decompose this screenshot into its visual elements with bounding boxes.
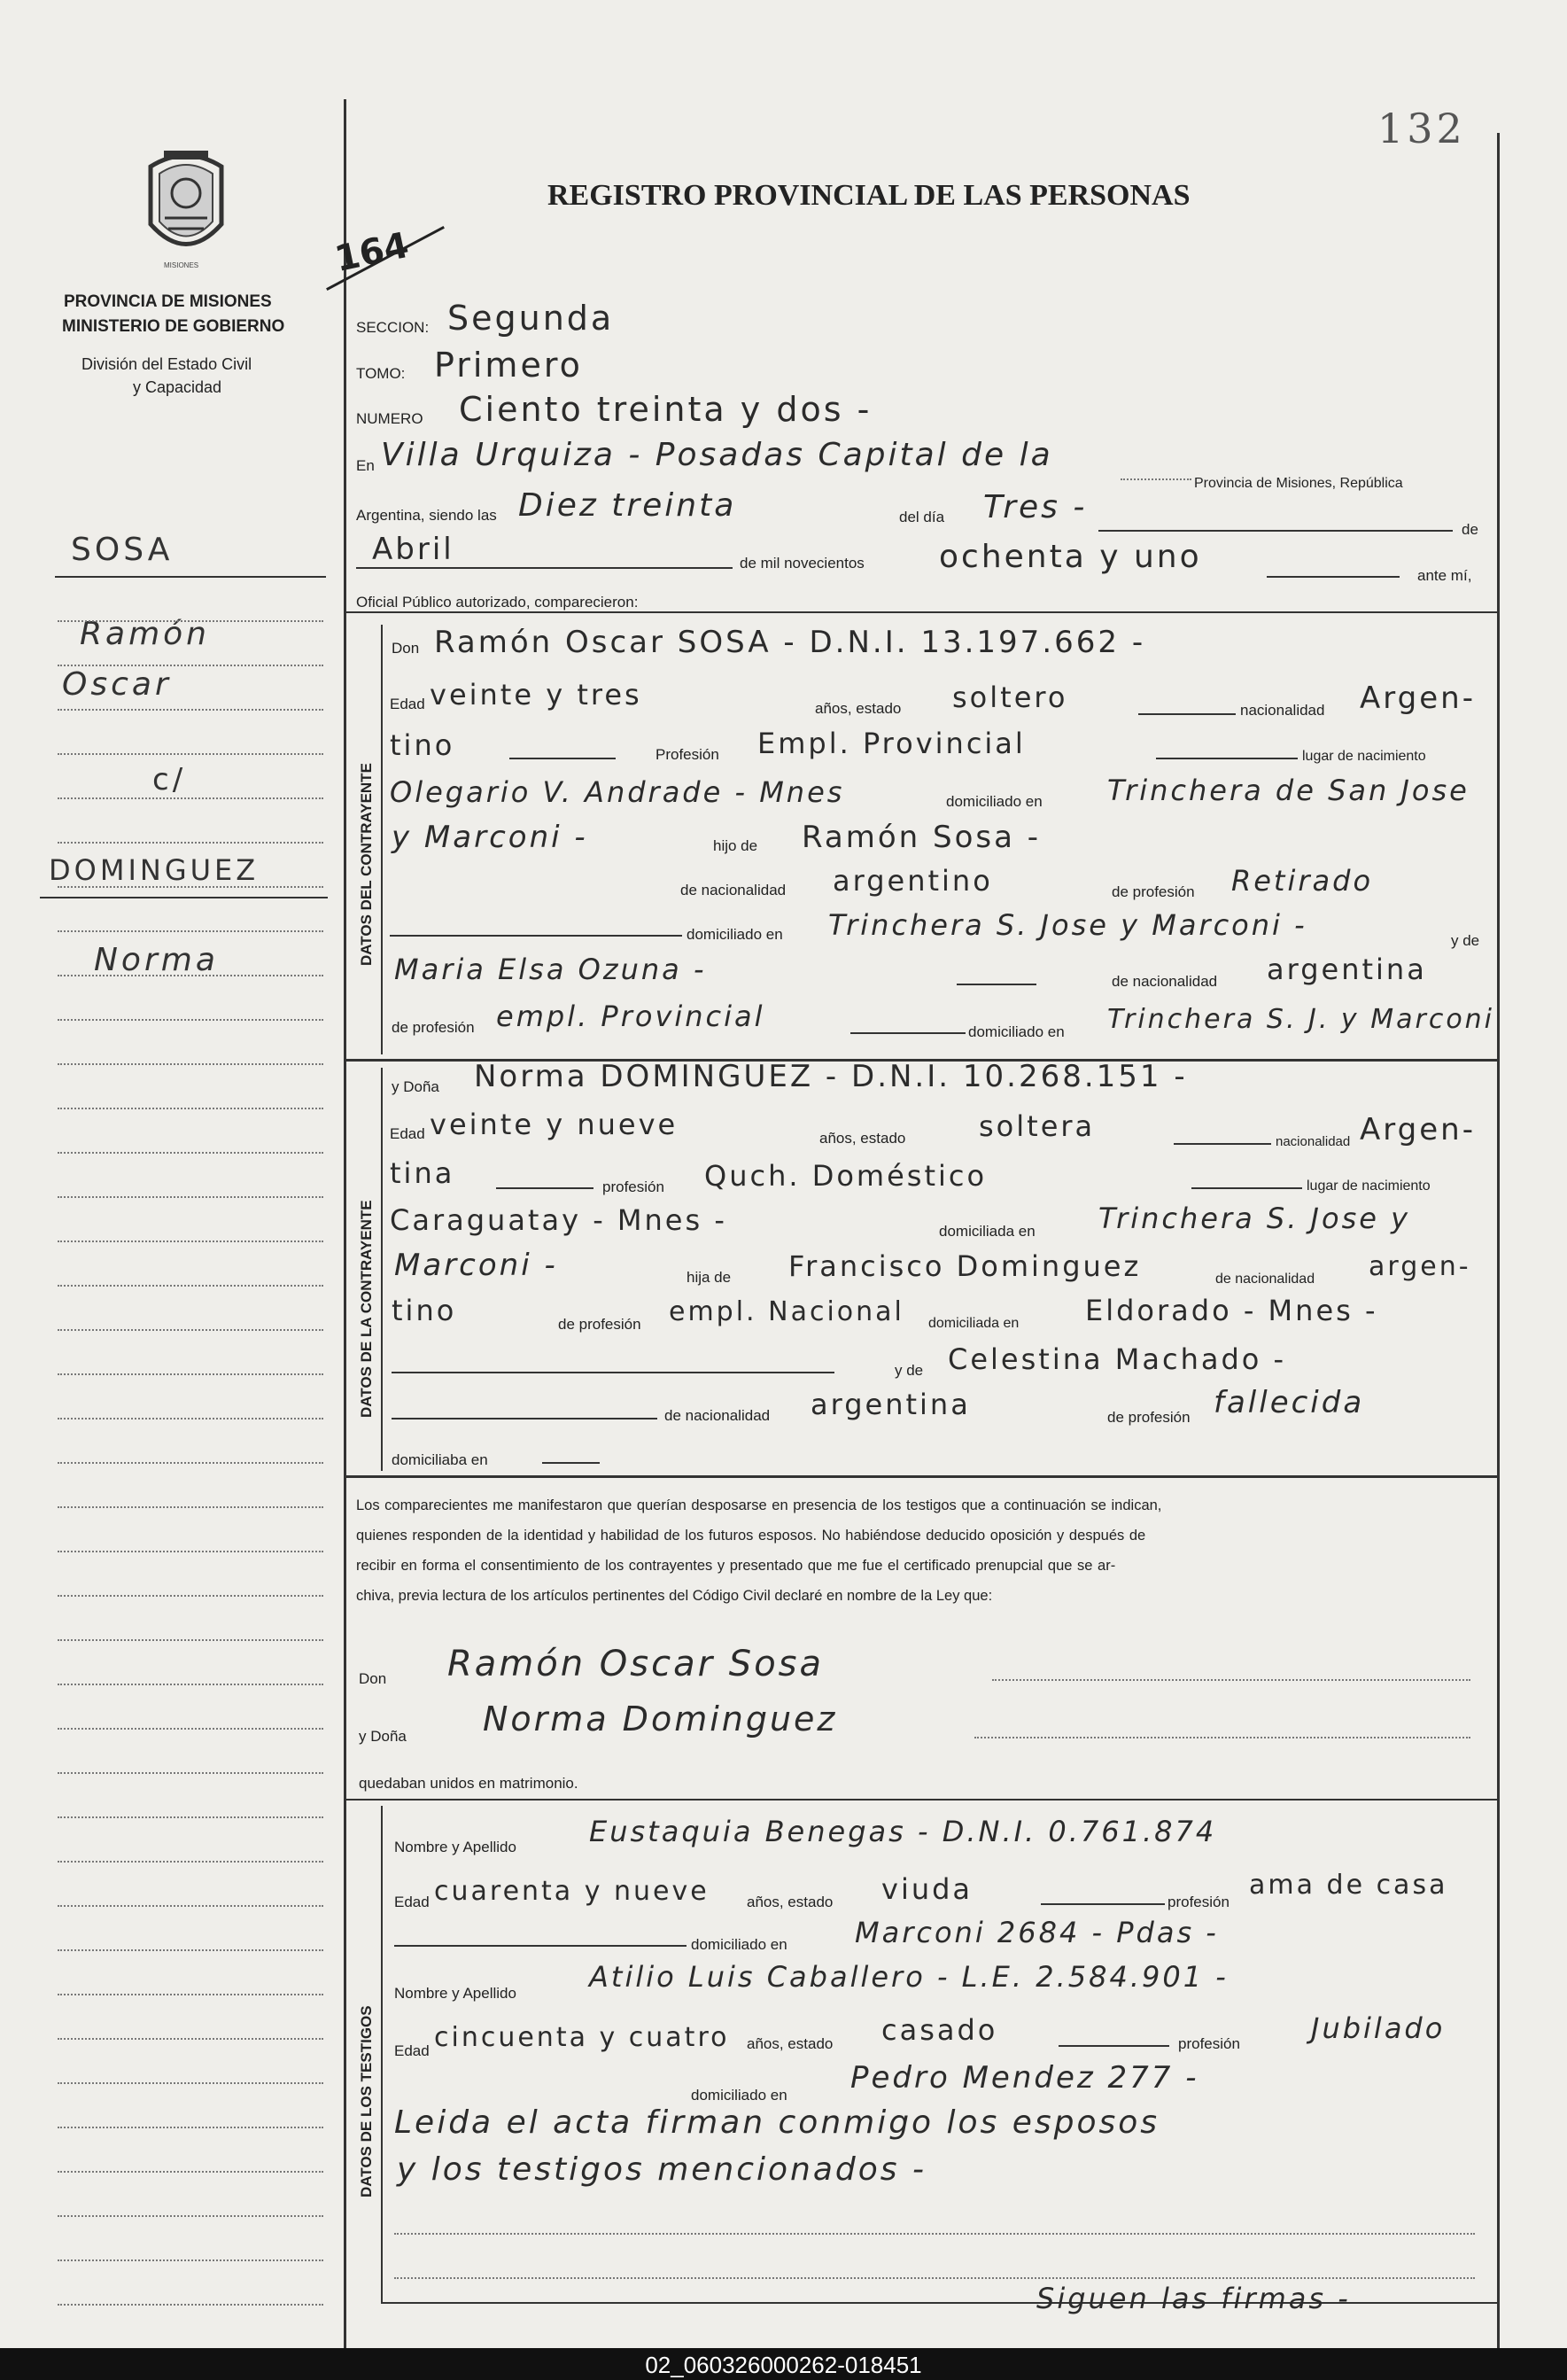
unidos-text: quedaban unidos en matrimonio.	[359, 1775, 578, 1792]
bride-prof: Quch. Doméstico	[704, 1159, 988, 1193]
bride-father-dom: Eldorado - Mnes -	[1085, 1294, 1378, 1327]
margin-ruled-line	[58, 2215, 323, 2217]
t1-edad-label: Edad	[394, 1894, 430, 1910]
bride-name: Norma DOMINGUEZ - D.N.I. 10.268.151 -	[474, 1059, 1188, 1094]
testigos-section-label: DATOS DE LOS TESTIGOS	[358, 2005, 375, 2197]
numero-value: Ciento treinta y dos -	[459, 390, 873, 429]
contrayente-section-label: DATOS DEL CONTRAYENTE	[358, 763, 375, 966]
provincial-seal-icon	[133, 140, 239, 273]
stamp-number: 164	[331, 224, 413, 281]
bride-mother-nac: argentina	[811, 1388, 971, 1421]
margin-ruled-line	[58, 1684, 323, 1685]
margin-ruled-line	[58, 975, 323, 976]
groom-estado-label: años, estado	[815, 700, 902, 717]
bride-dom-label: domiciliada en	[939, 1223, 1036, 1240]
margin-ruled-line	[58, 1329, 323, 1331]
t1-dom-label: domiciliado en	[691, 1936, 787, 1953]
t2-dom-label: domiciliado en	[691, 2087, 787, 2104]
t1-nombre-label: Nombre y Apellido	[394, 1839, 516, 1855]
margin-ruled-line	[58, 842, 323, 844]
bride-nac: Argen-	[1360, 1112, 1476, 1147]
groom-nac-label: nacionalidad	[1240, 702, 1325, 719]
margin-ruled-line	[58, 886, 323, 888]
margin-second-name: Oscar	[62, 666, 172, 703]
bride-dom-cont: Marconi -	[394, 1248, 558, 1283]
margin-ruled-line	[58, 2304, 323, 2306]
t2-prof-label: profesión	[1178, 2035, 1240, 2052]
margin-ruled-line	[58, 1949, 323, 1951]
margin-ruled-line	[58, 2127, 323, 2128]
seccion-value: Segunda	[447, 299, 615, 338]
margin-first-name: Ramón	[80, 616, 210, 652]
numero-label: NUMERO	[356, 410, 423, 427]
groom-mother-nac: argentina	[1267, 953, 1427, 986]
margin-ruled-line	[58, 1639, 323, 1641]
margin-ruled-line	[58, 1108, 323, 1109]
margin-ruled-line	[58, 2171, 323, 2173]
margin-ruled-line	[58, 1772, 323, 1774]
margin-ruled-line	[58, 1462, 323, 1464]
page-number: 132	[1377, 105, 1466, 152]
margin-ruled-line	[58, 930, 323, 932]
t2-edad-label: Edad	[394, 2042, 430, 2059]
groom-name: Ramón Oscar SOSA - D.N.I. 13.197.662 -	[434, 625, 1146, 660]
declaration-line-3: recibir en forma el consentimiento de los contrayentes y presentado que me fue el certificado prenupcial que se ar-	[356, 1558, 1116, 1574]
groom-edad: veinte y tres	[430, 678, 642, 712]
hora-value: Diez treinta	[518, 487, 737, 524]
margin-ruled-line	[58, 1905, 323, 1907]
declaration-line-2: quienes responden de la identidad y habilidad de los futuros esposos. No habiéndose deducido oposición y después de	[356, 1528, 1146, 1544]
anio-value: ochenta y uno	[939, 539, 1202, 575]
t2-estado-label: años, estado	[747, 2035, 834, 2052]
t2-name: Atilio Luis Caballero - L.E. 2.584.901 -	[589, 1960, 1229, 1994]
bride-pnac-label: de nacionalidad	[1215, 1272, 1315, 1287]
margin-ruled-line	[58, 2082, 323, 2084]
margin-ruled-line	[58, 1816, 323, 1818]
margin-ruled-line	[58, 2038, 323, 2040]
margin-ruled-line	[58, 1285, 323, 1287]
groom-mother-dom: Trinchera S. J. y Marconi	[1107, 1004, 1495, 1035]
groom-mprof-label: de profesión	[392, 1019, 475, 1036]
groom-father-nac: argentino	[833, 864, 993, 898]
bride-hija-label: hija de	[687, 1269, 732, 1286]
en-value: Villa Urquiza - Posadas Capital de la	[381, 437, 1053, 473]
groom-pnac-label: de nacionalidad	[680, 882, 787, 898]
groom-mother: Maria Elsa Ozuna -	[394, 953, 707, 986]
groom-dom-label: domiciliado en	[946, 793, 1043, 810]
decl-dona-label: y Doña	[359, 1728, 407, 1745]
t1-dom: Marconi 2684 - Pdas -	[855, 1916, 1219, 1949]
de-mil-label: de mil novecientos	[740, 555, 865, 572]
groom-prof-label: Profesión	[656, 746, 719, 763]
bride-edad: veinte y nueve	[430, 1108, 679, 1141]
closing-line-1: Leida el acta firman conmigo los esposos	[394, 2104, 1160, 2141]
right-column-rule	[1497, 133, 1500, 2348]
footer-id: 02_060326000262-018451	[645, 2352, 922, 2378]
bride-mother: Celestina Machado -	[948, 1342, 1287, 1376]
t2-edad: cincuenta y cuatro	[434, 2022, 730, 2053]
bride-mnac-label: de nacionalidad	[664, 1407, 771, 1424]
groom-edad-label: Edad	[390, 696, 425, 712]
header-division: División del Estado Civil	[81, 355, 252, 373]
bride-mprof-label: de profesión	[1107, 1409, 1191, 1426]
contrayenta-section-label: DATOS DE LA CONTRAYENTE	[358, 1200, 375, 1418]
ante-mi-label: ante mí,	[1417, 567, 1472, 584]
don-label: Don	[392, 640, 420, 657]
seal-text: MISIONES	[164, 261, 199, 269]
argentina-text: Argentina, siendo las	[356, 507, 497, 524]
bride-dom: Trinchera S. Jose y	[1098, 1202, 1411, 1235]
header-ministry: MINISTERIO DE GOBIERNO	[62, 317, 285, 336]
de-label: de	[1462, 521, 1478, 538]
t2-nombre-label: Nombre y Apellido	[394, 1985, 516, 2002]
seccion-label: SECCION:	[356, 319, 430, 336]
margin-ruled-line	[58, 1373, 323, 1375]
groom-nac-cont: tino	[390, 728, 455, 762]
bride-prof-label: profesión	[602, 1178, 664, 1195]
groom-pdom-label: domiciliado en	[687, 926, 783, 943]
bride-father-nac: argen-	[1369, 1251, 1471, 1282]
groom-father-dom: Trinchera S. Jose y Marconi -	[828, 908, 1307, 942]
margin-ruled-line	[58, 1728, 323, 1730]
footer-bar	[0, 2348, 1567, 2380]
margin-ruled-line	[58, 1196, 323, 1198]
groom-dom: Trinchera de San Jose	[1107, 774, 1470, 807]
margin-ruled-line	[58, 1595, 323, 1597]
bride-pprof-label: de profesión	[558, 1316, 641, 1333]
oficial-text: Oficial Público autorizado, comparecieron:	[356, 594, 639, 611]
groom-nac: Argen-	[1360, 681, 1476, 716]
margin-ruled-line	[58, 1019, 323, 1021]
bride-mdom-label: domiciliaba en	[392, 1451, 488, 1468]
groom-father-prof: Retirado	[1231, 864, 1374, 898]
mes-value: Abril	[372, 532, 454, 567]
margin-surname: SOSA	[71, 532, 174, 568]
bride-y-de: y de	[895, 1362, 924, 1379]
margin-ruled-line	[58, 1418, 323, 1419]
margin-ruled-line	[58, 709, 323, 711]
groom-hijo-label: hijo de	[713, 837, 758, 854]
decl-bride: Norma Dominguez	[483, 1699, 838, 1738]
groom-mother-prof: empl. Provincial	[496, 999, 765, 1033]
siguen-firmas: Siguen las firmas -	[1036, 2282, 1351, 2315]
decl-don-label: Don	[359, 1670, 387, 1687]
margin-surname-2: DOMINGUEZ	[49, 853, 260, 887]
t2-estado: casado	[881, 2013, 998, 2047]
t1-estado-label: años, estado	[747, 1894, 834, 1910]
t2-prof: Jubilado	[1311, 2011, 1446, 2045]
bride-nac-label: nacionalidad	[1276, 1134, 1351, 1149]
margin-first-name-2: Norma	[94, 942, 219, 978]
tomo-value: Primero	[434, 346, 583, 385]
t2-dom: Pedro Mendez 277 -	[850, 2060, 1199, 2096]
margin-ruled-line	[58, 753, 323, 755]
declaration-line-1: Los comparecientes me manifestaron que querían desposarse en presencia de los testigos que a continuación se indican,	[356, 1497, 1162, 1513]
groom-prof: Empl. Provincial	[757, 727, 1026, 760]
groom-mdom-label: domiciliado en	[968, 1023, 1065, 1040]
margin-ruled-line	[58, 2259, 323, 2261]
margin-ruled-line	[58, 1063, 323, 1065]
bride-mother-prof: fallecida	[1214, 1385, 1365, 1420]
groom-y-de: y de	[1451, 932, 1480, 949]
margin-ruled-line	[58, 665, 323, 666]
dia-value: Tres -	[983, 489, 1088, 525]
bride-father-nac-cont: tino	[392, 1294, 457, 1327]
document-title: REGISTRO PROVINCIAL DE LAS PERSONAS	[547, 179, 1191, 212]
t1-estado: viuda	[881, 1872, 974, 1906]
groom-pprof-label: de profesión	[1112, 883, 1195, 900]
groom-father: Ramón Sosa -	[802, 820, 1041, 855]
del-dia-label: del día	[899, 509, 945, 525]
bride-lugar-label: lugar de nacimiento	[1307, 1178, 1431, 1194]
bride-lugar: Caraguatay - Mnes -	[390, 1203, 727, 1237]
groom-estado: soltero	[952, 681, 1068, 714]
t1-name: Eustaquia Benegas - D.N.I. 0.761.874	[589, 1815, 1217, 1848]
margin-conj: c/	[152, 762, 187, 797]
bride-nac-cont: tina	[390, 1156, 455, 1190]
header-province: PROVINCIA DE MISIONES	[64, 292, 272, 311]
margin-ruled-line	[58, 797, 323, 799]
dona-label: y Doña	[392, 1078, 439, 1095]
groom-mnac-label: de nacionalidad	[1112, 973, 1218, 990]
bride-estado-label: años, estado	[819, 1130, 906, 1147]
t1-prof-label: profesión	[1167, 1894, 1230, 1910]
groom-dom-cont: y Marconi -	[392, 820, 588, 855]
margin-ruled-line	[58, 1152, 323, 1154]
margin-ruled-line	[58, 1506, 323, 1508]
groom-lugar: Olegario V. Andrade - Mnes	[390, 775, 845, 809]
t1-edad: cuarenta y nueve	[434, 1876, 710, 1907]
bride-estado: soltera	[979, 1109, 1096, 1143]
declaration-line-4: chiva, previa lectura de los artículos pertinentes del Código Civil declaré en nombre de la Ley que:	[356, 1588, 993, 1604]
margin-ruled-line	[58, 1241, 323, 1242]
bride-father-prof: empl. Nacional	[669, 1296, 904, 1327]
header-capacity: y Capacidad	[133, 378, 222, 396]
provincia-text: Provincia de Misiones, República	[1194, 476, 1403, 491]
margin-ruled-line	[58, 1994, 323, 1995]
tomo-label: TOMO:	[356, 365, 406, 382]
en-label: En	[356, 457, 375, 474]
decl-groom: Ramón Oscar Sosa	[447, 1644, 825, 1684]
groom-lugar-label: lugar de nacimiento	[1302, 749, 1426, 764]
margin-ruled-line	[58, 1861, 323, 1863]
bride-pdom-label: domiciliada en	[928, 1316, 1020, 1331]
bride-edad-label: Edad	[390, 1125, 425, 1142]
bride-father: Francisco Dominguez	[788, 1249, 1142, 1283]
t1-prof: ama de casa	[1249, 1870, 1448, 1901]
closing-line-2: y los testigos mencionados -	[397, 2151, 927, 2188]
margin-ruled-line	[58, 1551, 323, 1552]
margin-ruled-line	[58, 620, 323, 622]
left-column-rule	[344, 99, 346, 2348]
